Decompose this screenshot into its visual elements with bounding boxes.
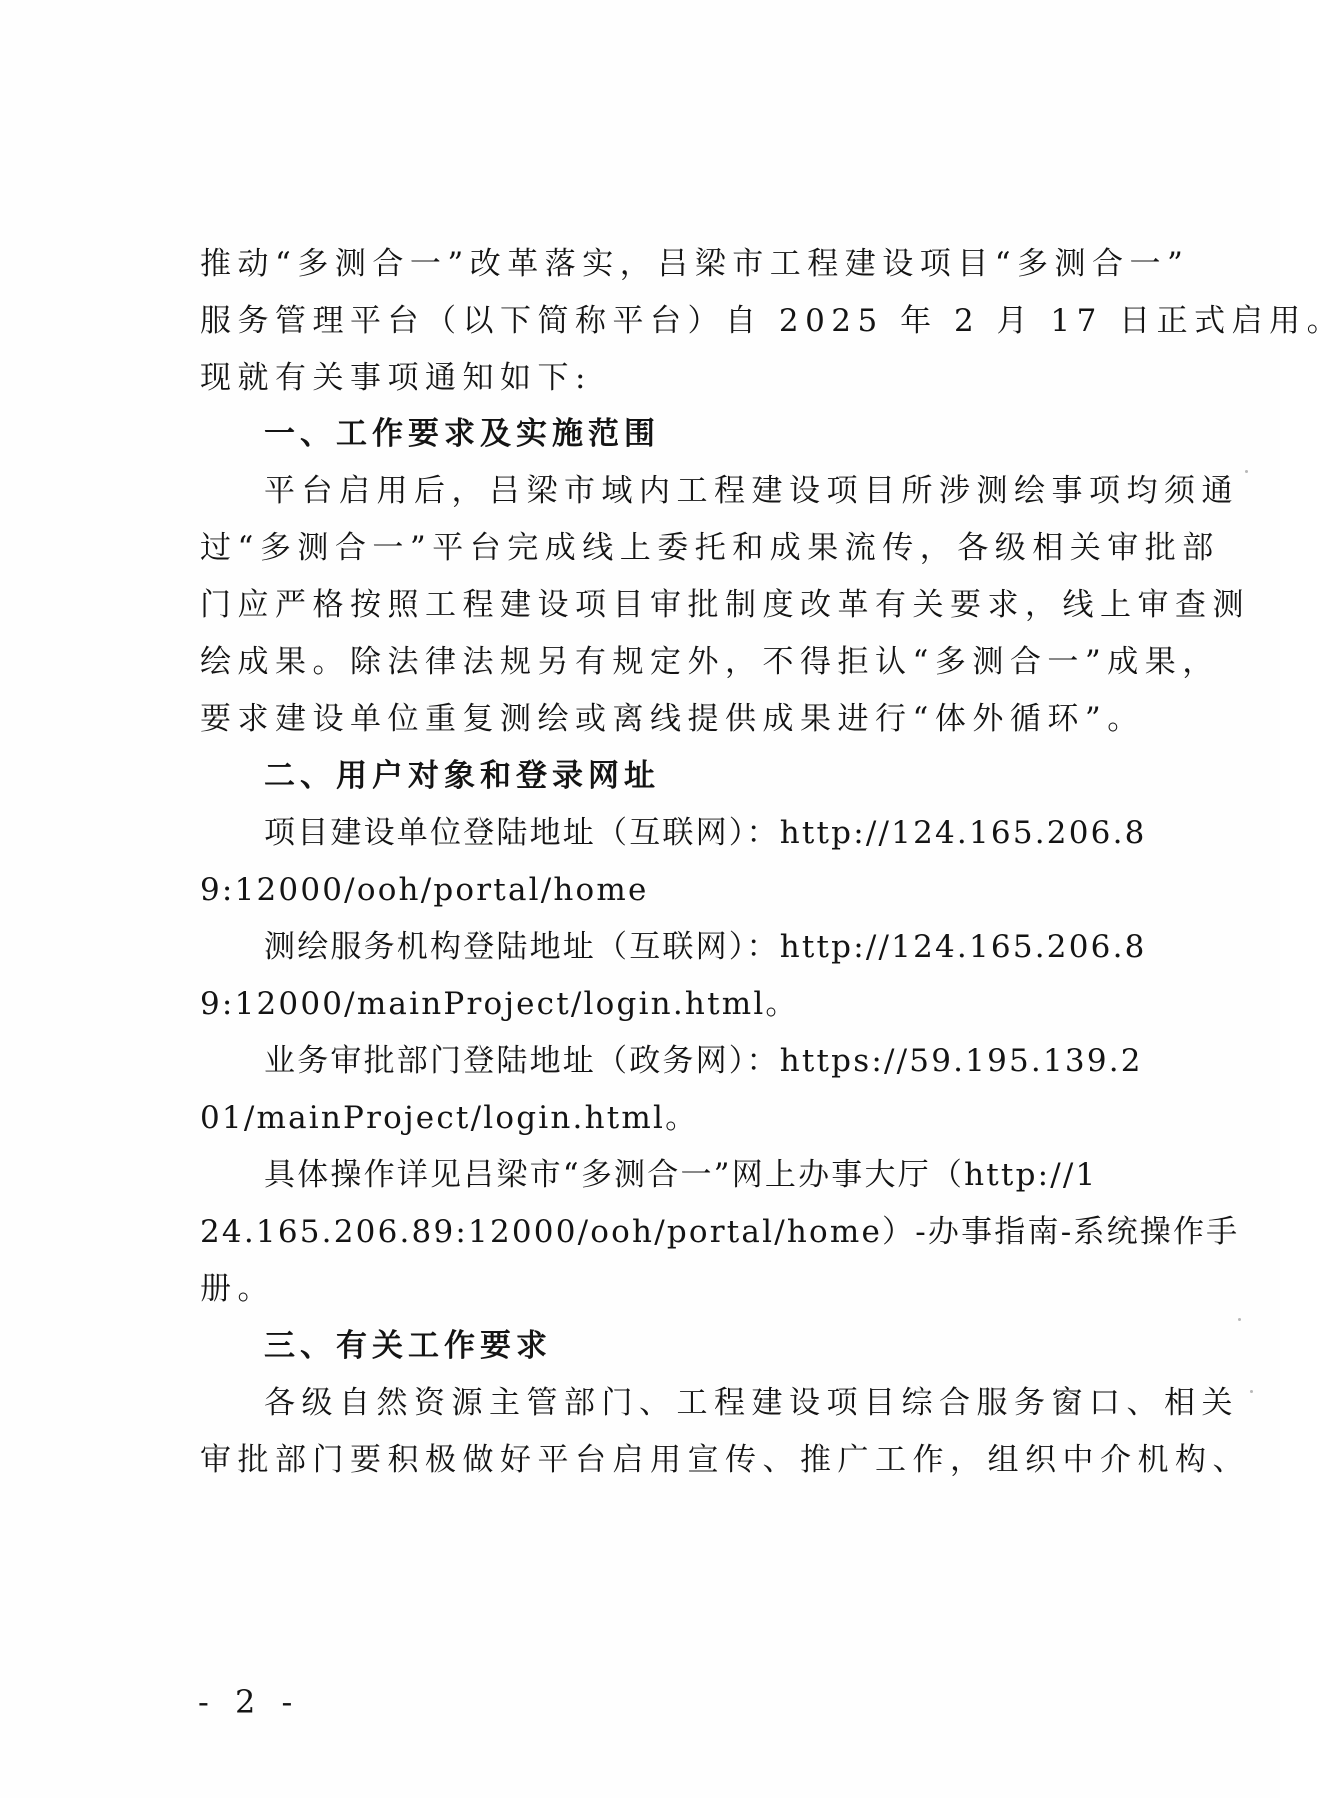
section-3-line-2: 审批部门要积极做好平台启用宣传、推广工作，组织中介机构、	[200, 1442, 1250, 1478]
section-1-heading: 一、工作要求及实施范围	[264, 416, 660, 452]
section-3-line-1: 各级自然资源主管部门、工程建设项目综合服务窗口、相关	[264, 1385, 1239, 1421]
intro-line-1: 推动“多测合一”改革落实，吕梁市工程建设项目“多测合一”	[200, 246, 1190, 282]
section-3-heading: 三、有关工作要求	[264, 1328, 552, 1364]
intro-line-2: 服务管理平台（以下简称平台）自 2025 年 2 月 17 日正式启用。	[200, 303, 1344, 339]
portal-url-construction-unit-line-2: 9:12000/ooh/portal/home	[200, 872, 649, 908]
section-1-line-2: 过“多测合一”平台完成线上委托和成果流传，各级相关审批部	[200, 530, 1220, 566]
section-1-line-5: 要求建设单位重复测绘或离线提供成果进行“体外循环”。	[200, 701, 1145, 737]
section-1-line-3: 门应严格按照工程建设项目审批制度改革有关要求，线上审查测	[200, 587, 1250, 623]
scan-speck	[1245, 470, 1248, 473]
operation-guide-line-1: 具体操作详见吕梁市“多测合一”网上办事大厅（http://1	[264, 1157, 1098, 1193]
section-1-line-1: 平台启用后，吕梁市域内工程建设项目所涉测绘事项均须通	[264, 473, 1239, 509]
portal-url-construction-unit-line-1: 项目建设单位登陆地址（互联网）：http://124.165.206.8	[264, 815, 1147, 851]
section-2-heading: 二、用户对象和登录网址	[264, 758, 660, 794]
scan-speck	[1250, 1390, 1253, 1393]
portal-url-approval-dept-line-1: 业务审批部门登陆地址（政务网）：https://59.195.139.2	[264, 1043, 1143, 1079]
operation-guide-line-2: 24.165.206.89:12000/ooh/portal/home）-办事指南-系统操作手	[200, 1214, 1240, 1250]
portal-url-survey-agency-line-1: 测绘服务机构登陆地址（互联网）：http://124.165.206.8	[264, 929, 1147, 965]
portal-url-survey-agency-line-2: 9:12000/mainProject/login.html。	[200, 986, 799, 1022]
operation-guide-line-3: 册。	[200, 1271, 275, 1307]
section-1-line-4: 绘成果。除法律法规另有规定外，不得拒认“多测合一”成果，	[200, 644, 1220, 680]
page-number: - 2 -	[198, 1683, 301, 1721]
scan-speck	[1238, 1318, 1241, 1321]
portal-url-approval-dept-line-2: 01/mainProject/login.html。	[200, 1100, 699, 1136]
intro-line-3: 现就有关事项通知如下:	[200, 360, 592, 396]
